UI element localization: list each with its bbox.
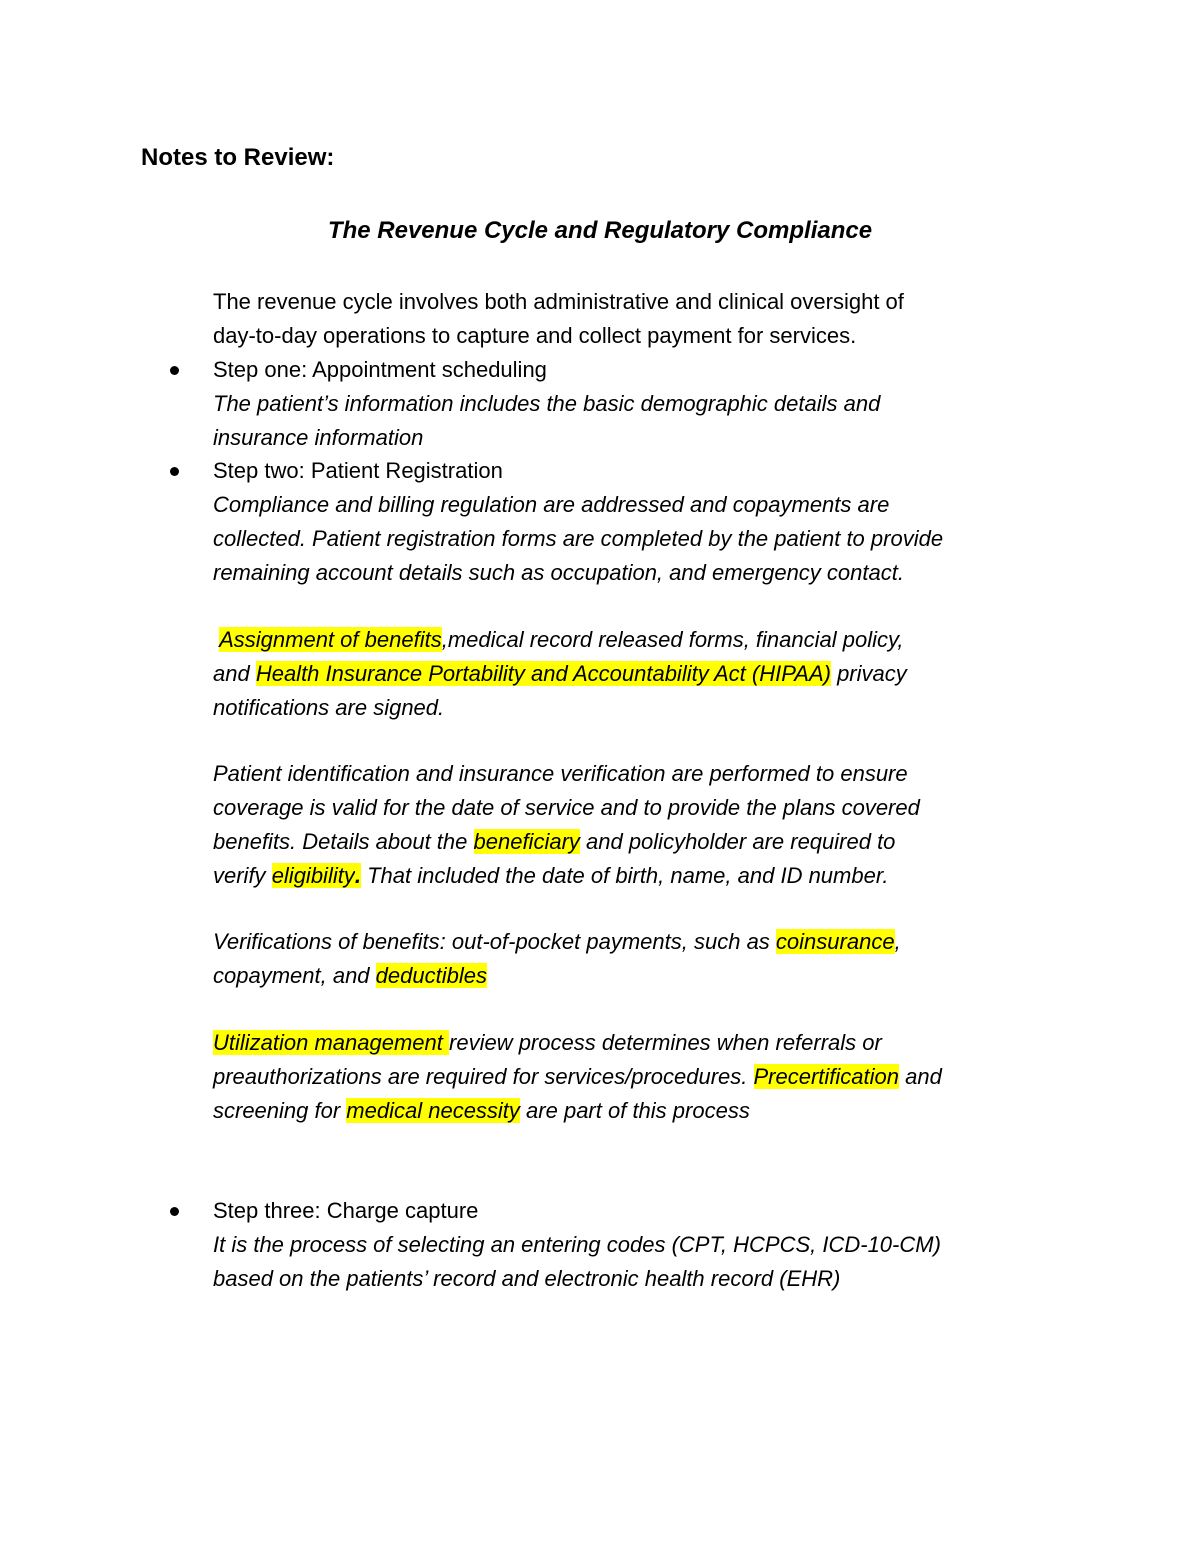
verifications-paragraph xyxy=(213,925,1113,993)
highlight-precertification: Precertification xyxy=(753,1064,900,1089)
step-one xyxy=(213,353,1113,455)
highlight-medical-necessity: medical necessity xyxy=(346,1098,520,1123)
paragraph-line xyxy=(213,859,1113,893)
step-three xyxy=(213,1194,1113,1296)
paragraph-line xyxy=(213,925,1113,959)
step-two-desc: remaining account details such as occupation, and emergency contact. xyxy=(213,560,904,585)
utilization-paragraph xyxy=(213,1026,1113,1128)
step-one-desc: The patient’s information includes the basic demographic details and xyxy=(213,391,881,416)
step-one-label: Step one: Appointment scheduling xyxy=(213,357,547,382)
highlight-beneficiary: beneficiary xyxy=(473,829,580,854)
assignment-paragraph xyxy=(213,623,1113,725)
text-run: and xyxy=(213,661,256,686)
text-run: privacy xyxy=(830,661,907,686)
highlight-coinsurance: coinsurance xyxy=(775,929,895,954)
step-three-desc: It is the process of selecting an entering codes (CPT, HCPCS, ICD-10-CM) xyxy=(213,1232,941,1257)
paragraph-line: Patient identification and insurance verification are performed to ensure xyxy=(213,761,908,786)
step-two-desc: Compliance and billing regulation are addressed and copayments are xyxy=(213,492,890,517)
bullet-icon xyxy=(170,366,179,375)
highlight-utilization: Utilization management xyxy=(213,1030,450,1055)
paragraph-line: coverage is valid for the date of service and to provide the plans covered xyxy=(213,795,920,820)
paragraph-line xyxy=(213,1026,1113,1060)
notes-heading: Notes to Review: xyxy=(141,144,335,171)
bullet-icon xyxy=(170,1207,179,1216)
text-run: , xyxy=(894,929,901,954)
identification-paragraph xyxy=(213,757,1113,893)
step-three-label: Step three: Charge capture xyxy=(213,1198,479,1223)
step-two-desc: collected. Patient registration forms are completed by the patient to provide xyxy=(213,526,944,551)
text-run: and xyxy=(899,1064,942,1089)
highlight-eligibility: eligibility xyxy=(271,863,355,888)
text-run: Verifications of benefits: out-of-pocket payments, such as xyxy=(213,929,776,954)
text-run: benefits. Details about the xyxy=(213,829,474,854)
paragraph-line: notifications are signed. xyxy=(213,695,445,720)
text-run: That included the date of birth, name, and ID number. xyxy=(360,863,889,888)
paragraph-line xyxy=(213,1094,1113,1128)
text-run: and policyholder are required to xyxy=(579,829,896,854)
bullet-icon xyxy=(170,467,179,476)
step-three-desc: based on the patients’ record and electronic health record (EHR) xyxy=(213,1266,841,1291)
highlight-hipaa: Health Insurance Portability and Accountability Act (HIPAA) xyxy=(255,661,831,686)
text-run: verify xyxy=(213,863,272,888)
highlight-period: . xyxy=(354,863,361,888)
paragraph-line xyxy=(213,825,1113,859)
intro-paragraph xyxy=(213,285,1113,353)
step-two-label: Step two: Patient Registration xyxy=(213,458,503,483)
text-run: ,medical record released forms, financial policy, xyxy=(441,627,904,652)
step-one-desc: insurance information xyxy=(213,425,424,450)
step-two xyxy=(213,454,1113,590)
text-run: preauthorizations are required for services/procedures. xyxy=(213,1064,754,1089)
highlight-deductibles: deductibles xyxy=(375,963,487,988)
text-run: review process determines when referrals or xyxy=(449,1030,882,1055)
text-run: screening for xyxy=(213,1098,347,1123)
document-title: The Revenue Cycle and Regulatory Compliance xyxy=(327,217,873,244)
text-run: copayment, and xyxy=(213,963,376,988)
paragraph-line xyxy=(213,959,1113,993)
intro-line: The revenue cycle involves both administrative and clinical oversight of xyxy=(213,289,904,314)
paragraph-line xyxy=(213,1060,1113,1094)
text-run: are part of this process xyxy=(519,1098,750,1123)
intro-line: day-to-day operations to capture and collect payment for services. xyxy=(213,323,857,348)
highlight-assignment: Assignment of benefits xyxy=(219,627,442,652)
paragraph-line xyxy=(213,657,1113,691)
paragraph-line xyxy=(213,623,1113,657)
